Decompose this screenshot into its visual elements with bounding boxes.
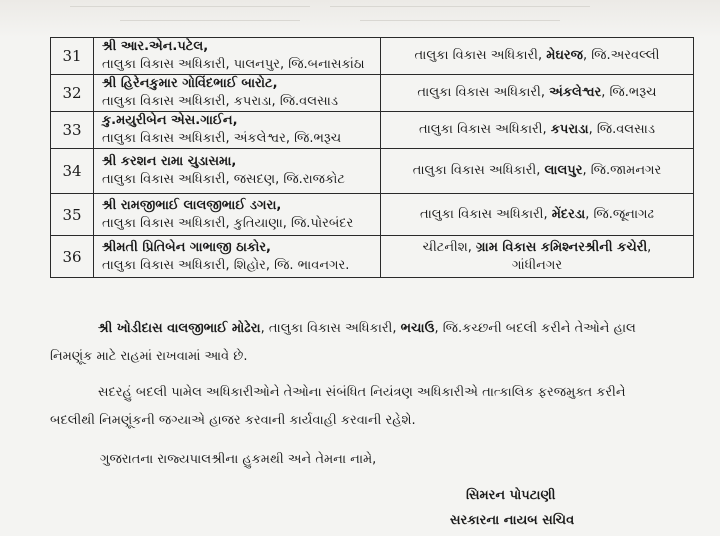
officer-cell <box>94 194 381 236</box>
table-row <box>51 38 694 75</box>
new-post-cell <box>381 149 694 194</box>
paragraph-line: સદરહું બદલી પામેલ અધિકારીઓને તેઓના સંબંધિત નિયંત્રણ અધિકારીએ તાત્કાલિક ફરજમુક્ત કરીને <box>98 385 626 400</box>
paragraph-line: બદલીથી નિમણૂંકની જગ્યાએ હાજર કરવાની કાર્યવાહી કરવાની રહેશે. <box>50 413 416 428</box>
serial-number: 34 <box>51 149 94 194</box>
new-post-place: મેઘરજ <box>546 48 583 63</box>
table-row <box>51 149 694 194</box>
new-post-district: , જિ.જૂનાગઢ <box>585 206 654 222</box>
new-post-cell <box>381 75 694 112</box>
serial-number: 33 <box>51 112 94 149</box>
current-post: તાલુકા વિકાસ અધિકારી, કપરાડા, જિ.વલસાડ <box>102 94 338 109</box>
new-post-district: , જિ.વલસાડ <box>588 122 655 137</box>
new-post-cell <box>381 112 694 149</box>
current-post: તાલુકા વિકાસ અધિકારી, કુતિયાણા, જિ.પોરબંદર <box>102 215 354 231</box>
new-post-city: ગાંધીનગર <box>511 257 563 273</box>
signatory-designation: સરકારના નાયબ સચિવ <box>450 513 575 528</box>
paragraph-text: , જિ.કચ્છની બદલી કરીને તેઓને હાલ <box>434 321 636 336</box>
new-post-district: , જિ.અરવલ્લી <box>582 48 660 63</box>
officer-name: શ્રી રામજીભાઈ લાલજીભાઈ ડગરા, <box>102 197 282 213</box>
signatory-name: સિમરન પોપટાણી <box>466 488 556 503</box>
paragraph-text: , તાલુકા વિકાસ અધિકારી, <box>260 321 401 336</box>
current-post: તાલુકા વિકાસ અધિકારી, જસદણ, જિ.રાજકોટ <box>102 172 345 187</box>
new-post-place: કપરાડા <box>550 122 589 137</box>
faded-previous-text <box>0 0 720 38</box>
governor-order-line: ગુજરાતના રાજ્યપાલશ્રીના હુકમથી અને તેમના નામે, <box>100 452 377 467</box>
serial-number: 36 <box>51 236 94 278</box>
current-post: તાલુકા વિકાસ અધિકારી, પાલનપુર, જિ.બનાસકાંઠા <box>102 57 365 72</box>
new-post-place: અંકલેશ્વર <box>549 85 602 100</box>
new-post-place: લાલપુર <box>544 163 583 178</box>
current-post: તાલુકા વિકાસ અધિકારી, શિહોર, જિ. ભાવનગર. <box>102 257 350 273</box>
table-row <box>51 112 694 149</box>
waiting-officer-name: શ્રી ખોડીદાસ વાલજીભાઈ મોઢેરા <box>98 321 261 336</box>
new-post-prefix: તાલુકા વિકાસ અધિકારી, <box>420 206 552 222</box>
new-post-cell <box>381 236 694 278</box>
table-row <box>51 236 694 278</box>
officer-name: શ્રી આર.એન.પટેલ, <box>102 39 209 54</box>
serial-number: 35 <box>51 194 94 236</box>
new-post-prefix: ચીટનીશ, <box>422 239 477 255</box>
officer-name: કુ.મયુરીબેન એસ.ગાઈન, <box>102 113 238 128</box>
new-post-prefix: તાલુકા વિકાસ અધિકારી, <box>419 122 551 137</box>
relieve-paragraph <box>50 379 710 435</box>
officer-cell <box>94 38 381 75</box>
paragraph-line <box>50 315 694 343</box>
new-post-district: , <box>647 239 652 255</box>
new-post-district: , જિ.ભરૂચ <box>601 85 657 100</box>
waiting-order-paragraph <box>50 315 694 371</box>
transfer-table <box>50 37 694 278</box>
new-post-prefix: તાલુકા વિકાસ અધિકારી, <box>414 48 547 63</box>
serial-number: 32 <box>51 75 94 112</box>
officer-cell <box>94 149 381 194</box>
paragraph-line: નિમણૂંક માટે રાહમાં રાખવામાં આવે છે. <box>50 349 248 364</box>
table-row <box>51 75 694 112</box>
new-post-prefix: તાલુકા વિકાસ અધિકારી, <box>412 163 545 178</box>
new-post-place: ગ્રામ વિકાસ કમિશ્નરશ્રીની કચેરી <box>476 239 648 255</box>
new-post-prefix: તાલુકા વિકાસ અધિકારી, <box>417 85 550 100</box>
officer-cell <box>94 236 381 278</box>
serial-number: 31 <box>51 38 94 75</box>
waiting-officer-place: ભચાઉ <box>400 321 435 336</box>
table-row <box>51 194 694 236</box>
officer-name: શ્રી કરશન રામા ચુડાસમા, <box>102 154 237 169</box>
new-post-cell <box>381 38 694 75</box>
officer-cell <box>94 75 381 112</box>
officer-name: શ્રીમતી પ્રિતિબેન ગાભાજી ઠાકોર, <box>102 239 271 255</box>
new-post-place: મેંદરડા <box>551 206 586 222</box>
new-post-cell <box>381 194 694 236</box>
current-post: તાલુકા વિકાસ અધિકારી, અંકલેશ્વર, જિ.ભરૂચ <box>102 131 342 146</box>
new-post-district: , જિ.જામનગર <box>582 163 662 178</box>
officer-name: શ્રી હિરેનકુમાર ગોવિંદભાઈ બારોટ, <box>102 76 278 91</box>
officer-cell <box>94 112 381 149</box>
